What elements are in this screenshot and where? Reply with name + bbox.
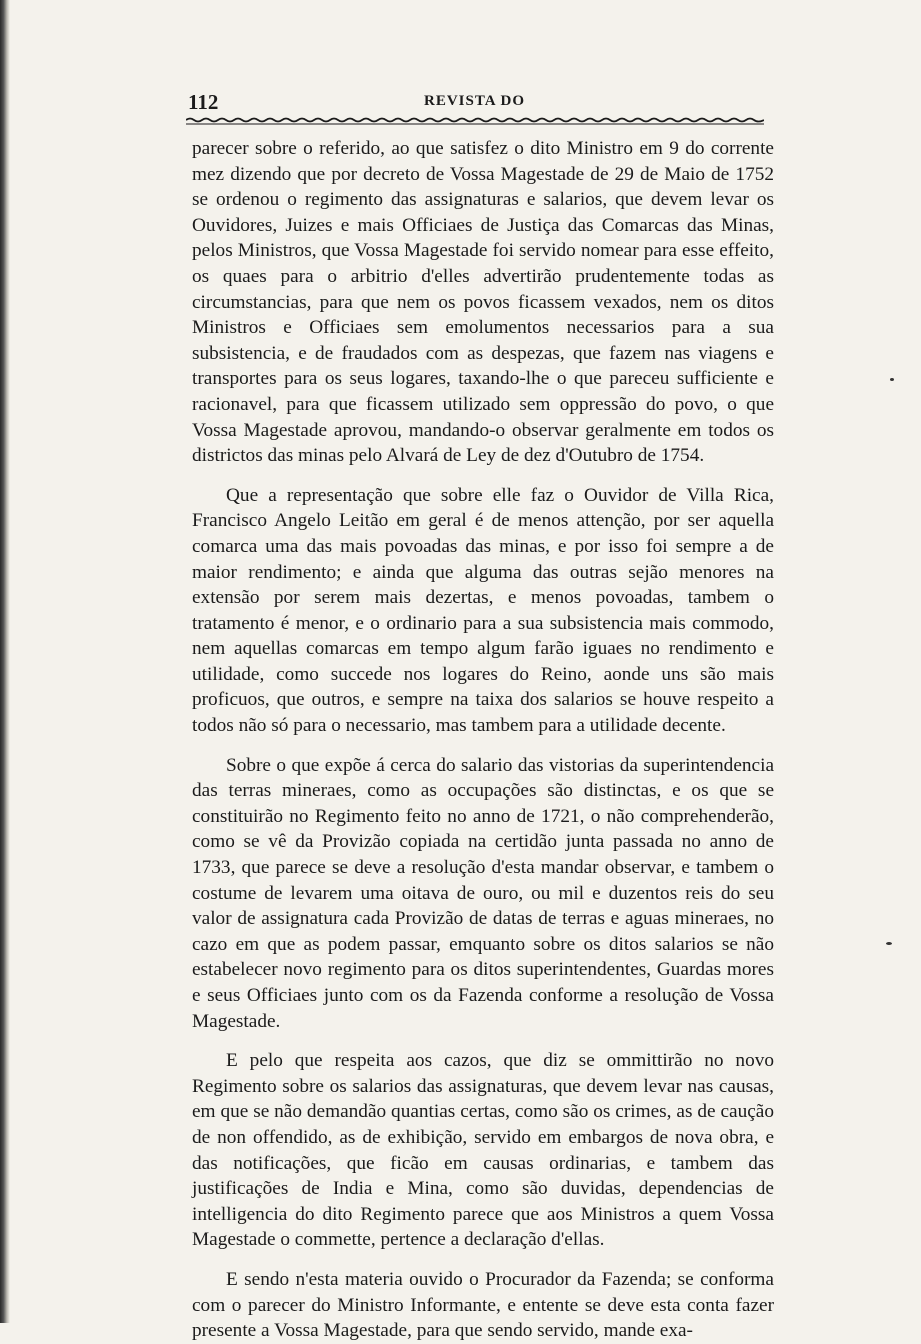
page-number: 112	[188, 90, 219, 114]
margin-speck	[890, 378, 894, 381]
article-body	[192, 136, 774, 1344]
paragraph-3: Sobre o que expõe á cerca do salario das vistorias da superintendencia das terras mineraes, como as occupações são distinctas, e os que se constituirão no Regimento feito no anno de 1721, o não comprehenderão, como se vê da Provizão copiada na certidão junta passada no anno de 1733, que parece se deve a resolução d'esta mandar observar, e tambem o costume de levarem uma oitava de ouro, ou mil e duzentos reis do seu valor de assignatura cada Provizão de datas de terras e aguas mineraes, no cazo em que as podem passar, emquanto sobre os ditos salarios se não estabelecer novo regimento para os ditos superintendentes, Guardas mores e seus Officiaes junto com os da Fazenda conforme a resolução de Vossa Magestade.	[192, 754, 774, 1032]
binding-shadow	[0, 0, 10, 1323]
paragraph-4: E pelo que respeita aos cazos, que diz se ommittirão no novo Regimento sobre os salarios das assignaturas, que devem levar nas causas, em que se não demandão quantias certas, como são os crimes, as de caução de non offendido, as de exhibição, servido em embargos de nova obra, e das notificações, que ficão em causas ordinarias, e tambem das justificações de India e Mina, como são duvidas, dependencias de intelligencia do dito Regimento parece que aos Ministros a quem Vossa Magestade o commette, pertence a declaração d'ellas.	[192, 1050, 774, 1251]
running-title: REVISTA DO	[424, 93, 525, 109]
paragraph-1: parecer sobre o referido, ao que satisfez o dito Ministro em 9 do corrente mez dizendo que por decreto de Vossa Magestade de 29 de Maio de 1752 se ordenou o regimento das assignaturas e salarios, que devem levar os Ouvidores, Juizes e mais Officiaes de Justiça das Comarcas das Minas, pelos Ministros, que Vossa Magestade foi servido nomear para esse effeito, os quaes para o arbitrio d'elles advertirão prudentemente todas as circumstancias, para que nem os povos ficassem vexados, nem os ditos Ministros e Officiaes sem emolumentos necessarios para a sua subsistencia, e de fraudados com as despezas, que fazem nas viagens e transportes para os seus logares, taxando-lhe o que pareceu sufficiente e racionavel, para que ficassem utilizado sem oppressão do povo, o que Vossa Magestade aprovou, mandando-o observar geralmente em todos os districtos das minas pelo Alvará de Ley de dez d'Outubro de 1754.	[192, 138, 774, 467]
header-rule	[186, 117, 764, 125]
paragraph-2: Que a representação que sobre elle faz o Ouvidor de Villa Rica, Francisco Angelo Leitão em geral é de menos attenção, por ser aquella comarca uma das mais povoadas das minas, e por isso foi sempre a de maior rendimento; e ainda que alguma das outras sejão menores na extensão por serem mais dezertas, e menos povoadas, tambem o tratamento é menor, e o ordinario para a sua subsistencia mais commodo, nem aquellas comarcas em tempo algum farão iguaes no rendimento e utilidade, como succede nos logares do Reino, aonde uns são mais proficuos, que outros, e sempre na taixa dos salarios se houve respeito a todos não só para o necessario, mas tambem para a utilidade decente.	[192, 484, 774, 737]
page-header	[188, 88, 763, 116]
margin-speck	[886, 942, 892, 945]
paragraph-5: E sendo n'esta materia ouvido o Procurador da Fazenda; se conforma com o parecer do Ministro Informante, e entente se deve esta conta fazer presente a Vossa Magestade, para que sendo servido, mande exa-	[192, 1268, 774, 1342]
